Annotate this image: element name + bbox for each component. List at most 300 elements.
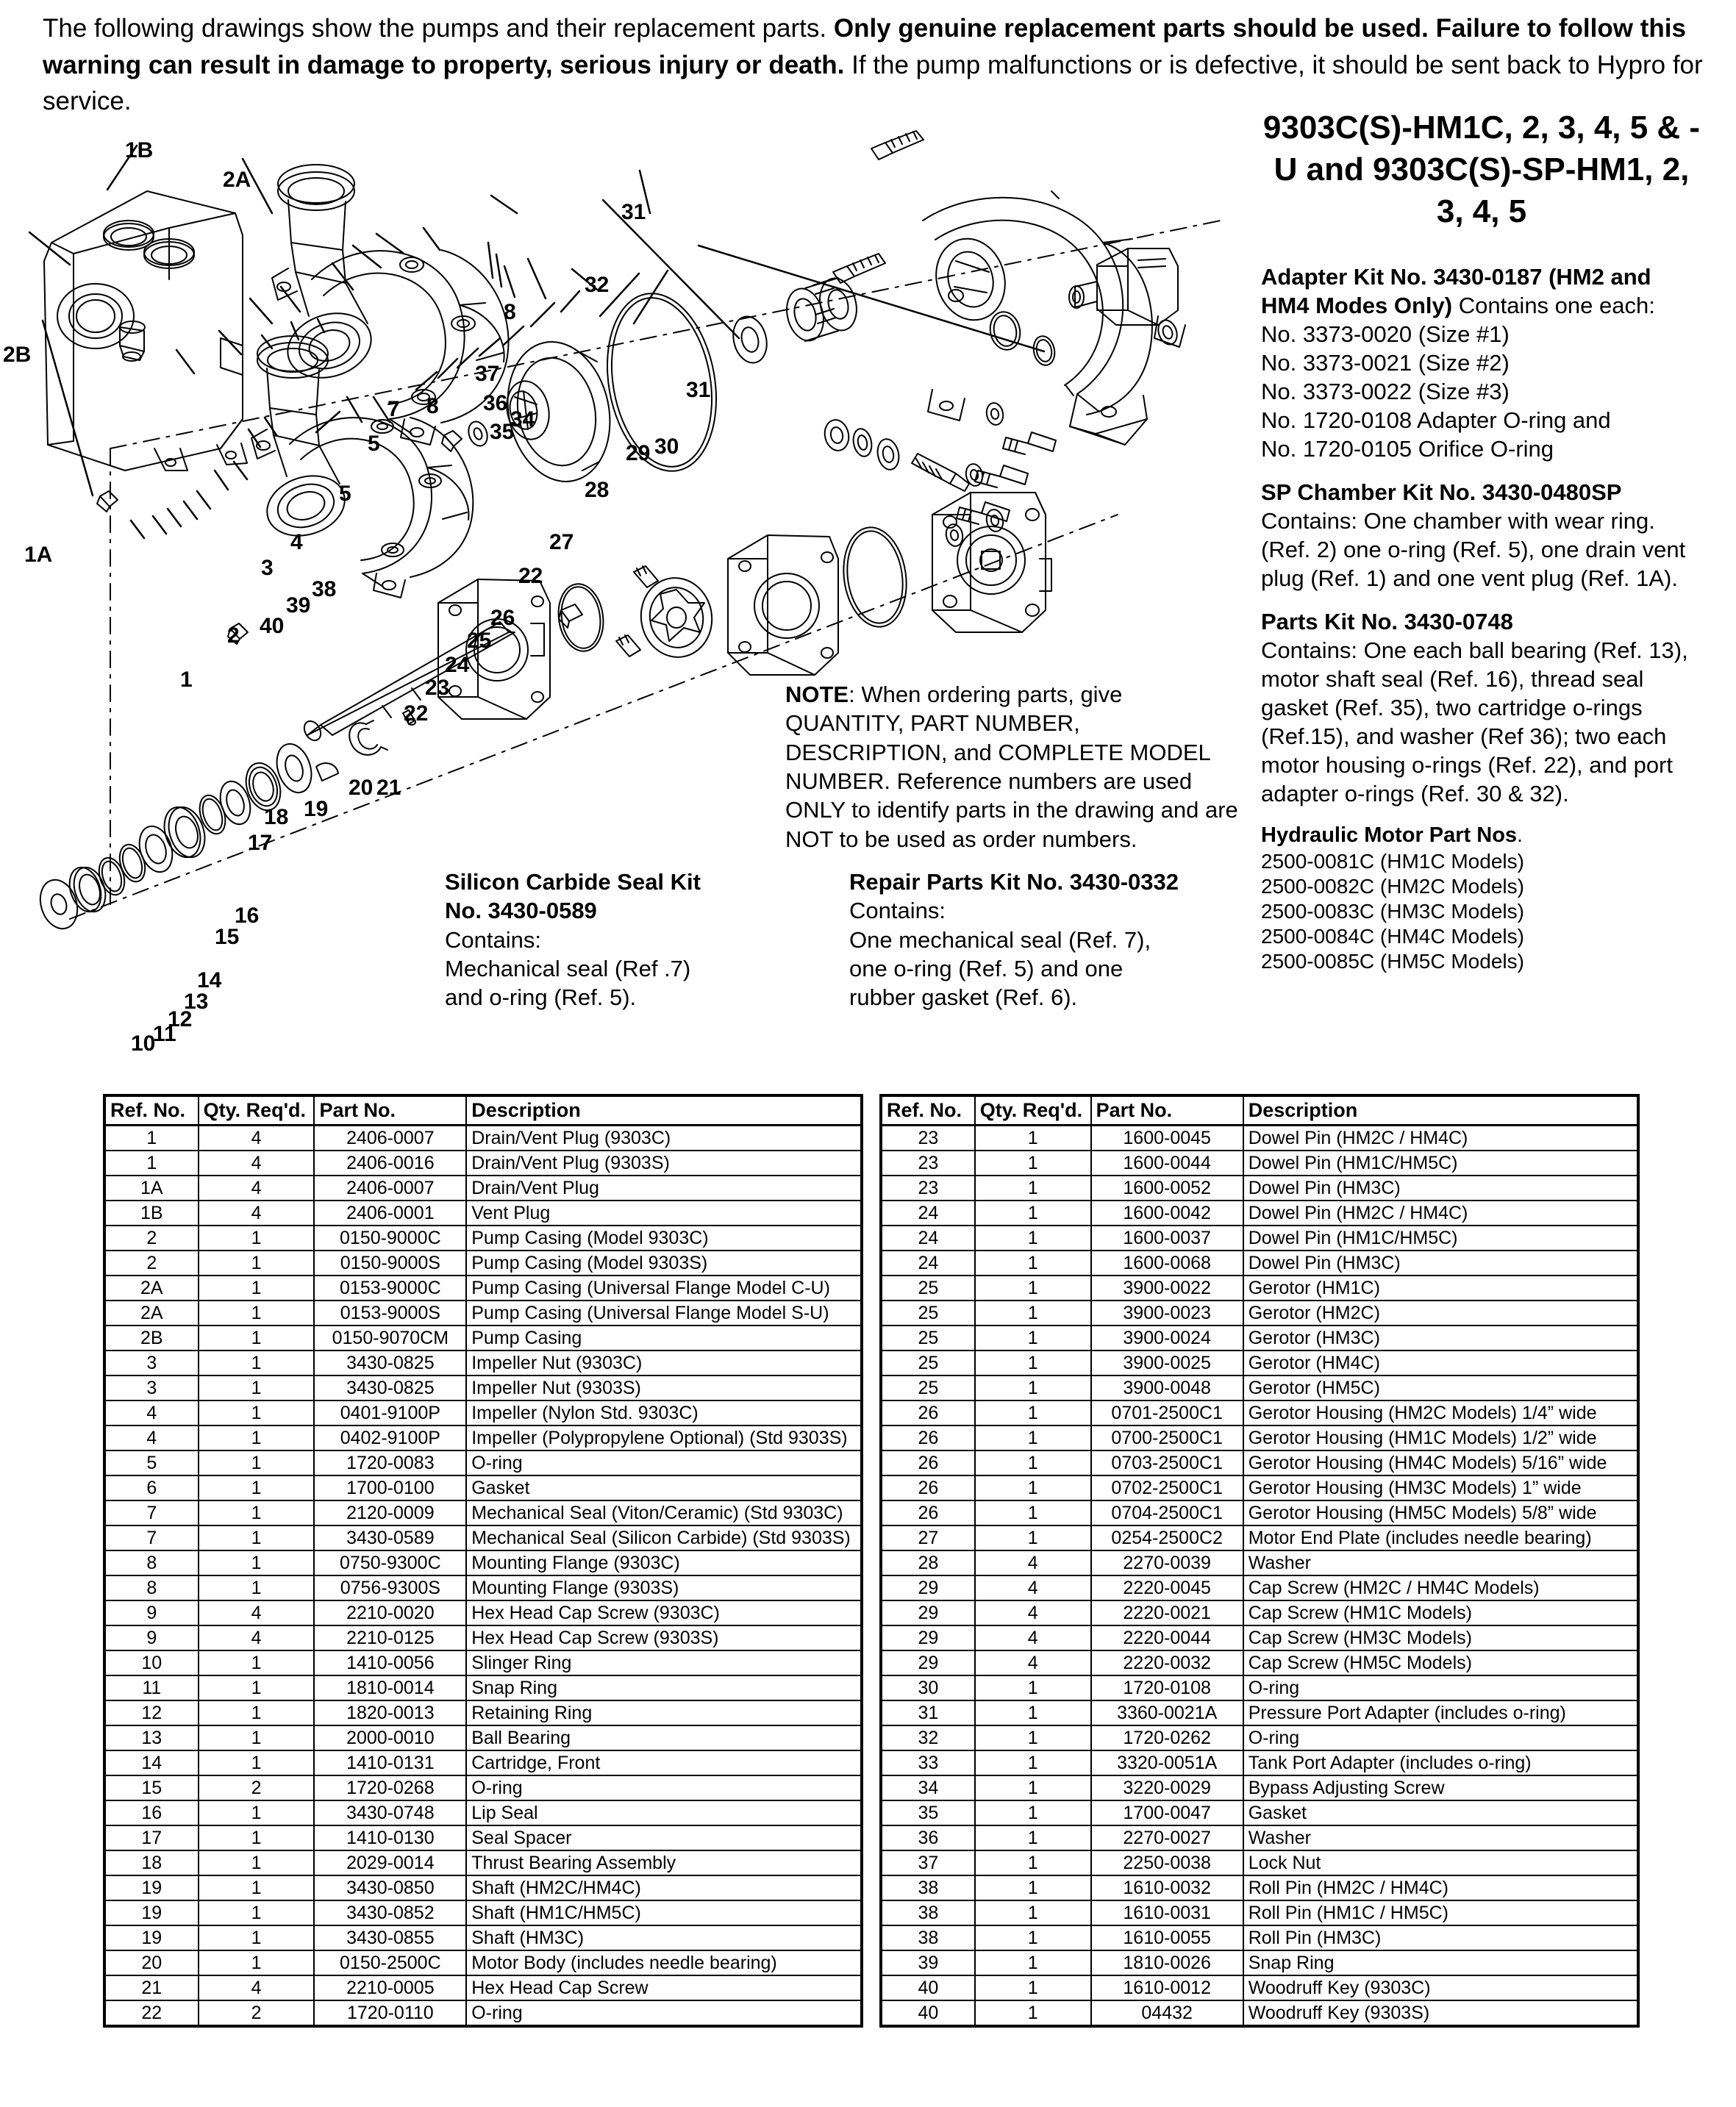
cell-part-no: 1610-0012 <box>1091 1975 1243 2000</box>
hydraulic-motor-block <box>1261 823 1702 974</box>
table-row <box>881 1825 1638 1850</box>
cell-qty: 1 <box>975 2000 1091 2026</box>
table-row <box>881 1775 1638 1800</box>
cell-ref-no: 40 <box>881 1975 975 2000</box>
cell-description: Drain/Vent Plug (9303S) <box>466 1151 862 1176</box>
cell-qty: 1 <box>199 1276 315 1301</box>
cell-qty: 1 <box>975 1251 1091 1276</box>
table-row <box>881 1800 1638 1825</box>
drawing-callout-20: 20 <box>349 776 374 801</box>
cell-qty: 1 <box>975 1326 1091 1351</box>
repair-parts-kit-body: One mechanical seal (Ref. 7), one o-ring (Ref. 5) and one rubber gasket (Ref. 6). <box>849 926 1151 1011</box>
cell-qty: 1 <box>199 1351 315 1376</box>
cell-qty: 4 <box>199 1151 315 1176</box>
table-row <box>104 1600 862 1625</box>
adapter-kit-line-0: No. 3373-0020 (Size #1) <box>1261 321 1510 347</box>
drawing-callout-39: 39 <box>286 593 311 618</box>
cell-part-no: 2406-0007 <box>314 1126 466 1151</box>
hydraulic-motor-line-3: 2500-0084C (HM4C Models) <box>1261 925 1524 948</box>
cell-ref-no: 29 <box>881 1600 975 1625</box>
table-row <box>104 1700 862 1725</box>
cell-part-no: 0702-2500C1 <box>1091 1475 1243 1500</box>
drawing-callout-8: 8 <box>426 394 439 418</box>
cell-part-no: 3430-0825 <box>314 1351 466 1376</box>
cell-qty: 1 <box>975 1500 1091 1525</box>
cell-description: Hex Head Cap Screw (9303S) <box>466 1625 862 1650</box>
cell-part-no: 1610-0031 <box>1091 1900 1243 1925</box>
cell-ref-no: 8 <box>104 1575 199 1600</box>
cell-part-no: 0701-2500C1 <box>1091 1401 1243 1425</box>
table-row <box>881 1525 1638 1550</box>
cell-description: Shaft (HM2C/HM4C) <box>466 1875 862 1900</box>
cell-ref-no: 24 <box>881 1201 975 1226</box>
table-row <box>881 1226 1638 1251</box>
cell-qty: 1 <box>975 1226 1091 1251</box>
cell-qty: 1 <box>975 1925 1091 1950</box>
cell-ref-no: 2 <box>104 1251 199 1276</box>
cell-qty: 1 <box>199 1700 315 1725</box>
cell-ref-no: 19 <box>104 1900 199 1925</box>
cell-description: Mechanical Seal (Silicon Carbide) (Std 9303S) <box>466 1525 862 1550</box>
cell-ref-no: 26 <box>881 1450 975 1475</box>
drawing-callout-19: 19 <box>304 796 329 821</box>
adapter-kit-line-4: No. 1720-0105 Orifice O-ring <box>1261 435 1554 462</box>
table-row <box>881 1301 1638 1326</box>
table-row <box>881 1925 1638 1950</box>
table-row <box>104 1176 862 1201</box>
cell-description: Cap Screw (HM3C Models) <box>1243 1625 1638 1650</box>
cell-qty: 4 <box>975 1575 1091 1600</box>
cell-qty: 1 <box>199 1750 315 1775</box>
table-row <box>104 1376 862 1401</box>
cell-ref-no: 37 <box>881 1850 975 1875</box>
cell-qty: 1 <box>199 1550 315 1575</box>
cell-part-no: 1810-0014 <box>314 1675 466 1700</box>
cell-ref-no: 26 <box>881 1401 975 1425</box>
cell-qty: 1 <box>199 1650 315 1675</box>
cell-ref-no: 2A <box>104 1276 199 1301</box>
drawing-callout-2: 2 <box>226 623 240 648</box>
cell-qty: 1 <box>975 1151 1091 1176</box>
cell-ref-no: 38 <box>881 1900 975 1925</box>
cell-part-no: 2029-0014 <box>314 1850 466 1875</box>
cell-part-no: 2406-0007 <box>314 1176 466 1201</box>
cell-description: Gerotor Housing (HM3C Models) 1” wide <box>1243 1475 1638 1500</box>
cell-part-no: 0150-9070CM <box>314 1326 466 1351</box>
sp-chamber-kit-body: Contains: One chamber with wear ring. (Ref. 2) one o-ring (Ref. 5), one drain vent plug (Ref. 1) and one vent plug (Ref. 1A). <box>1261 507 1686 592</box>
table-row <box>104 1575 862 1600</box>
adapter-kit-block <box>1261 262 1702 463</box>
table-row <box>104 1425 862 1450</box>
cell-qty: 1 <box>975 1450 1091 1475</box>
cell-description: Dowel Pin (HM1C/HM5C) <box>1243 1226 1638 1251</box>
adapter-kit-body: Contains one each: <box>1452 292 1655 318</box>
drawing-callout-22: 22 <box>404 701 429 726</box>
repair-parts-kit-block <box>849 868 1195 1012</box>
cell-part-no: 3360-0021A <box>1091 1700 1243 1725</box>
cell-part-no: 1720-0262 <box>1091 1725 1243 1750</box>
drawing-callout-22: 22 <box>518 564 543 588</box>
cell-part-no: 1600-0045 <box>1091 1126 1243 1151</box>
drawing-callout-5: 5 <box>339 481 351 506</box>
cell-part-no: 0150-9000C <box>314 1226 466 1251</box>
cell-ref-no: 15 <box>104 1775 199 1800</box>
drawing-callout-36: 36 <box>483 390 508 415</box>
cell-description: Woodruff Key (9303C) <box>1243 1975 1638 2000</box>
cell-ref-no: 20 <box>104 1950 199 1975</box>
drawing-callout-4: 4 <box>290 529 303 554</box>
cell-qty: 1 <box>975 1376 1091 1401</box>
cell-ref-no: 26 <box>881 1475 975 1500</box>
table-row <box>104 1875 862 1900</box>
cell-description: Pressure Port Adapter (includes o-ring) <box>1243 1700 1638 1725</box>
cell-description: Impeller (Nylon Std. 9303C) <box>466 1401 862 1425</box>
cell-description: Mechanical Seal (Viton/Ceramic) (Std 9303C) <box>466 1500 862 1525</box>
cell-qty: 1 <box>975 1725 1091 1750</box>
table-row <box>104 1475 862 1500</box>
cell-ref-no: 17 <box>104 1825 199 1850</box>
drawing-callout-8: 8 <box>504 300 516 325</box>
cell-part-no: 3900-0023 <box>1091 1301 1243 1326</box>
column-header-description: Description <box>1243 1095 1638 1126</box>
cell-ref-no: 7 <box>104 1500 199 1525</box>
cell-description: Cartridge, Front <box>466 1750 862 1775</box>
cell-description: Lock Nut <box>1243 1850 1638 1875</box>
cell-qty: 1 <box>199 1525 315 1550</box>
cell-ref-no: 27 <box>881 1525 975 1550</box>
cell-ref-no: 11 <box>104 1675 199 1700</box>
note-body: : When ordering parts, give QUANTITY, PART NUMBER, DESCRIPTION, and COMPLETE MODEL NUMBER. Reference numbers are used ONLY to identify parts in the drawing and are NOT to be used as order numbers. <box>785 682 1238 852</box>
cell-qty: 4 <box>975 1650 1091 1675</box>
cell-part-no: 1820-0013 <box>314 1700 466 1725</box>
cell-ref-no: 25 <box>881 1276 975 1301</box>
table-row <box>881 1975 1638 2000</box>
table-row <box>881 1376 1638 1401</box>
parts-kit-block <box>1261 607 1702 808</box>
cell-part-no: 3430-0825 <box>314 1376 466 1401</box>
cell-ref-no: 1A <box>104 1176 199 1201</box>
cell-ref-no: 5 <box>104 1450 199 1475</box>
drawing-callout-31: 31 <box>621 200 646 224</box>
cell-part-no: 3900-0024 <box>1091 1326 1243 1351</box>
cell-part-no: 0402-9100P <box>314 1425 466 1450</box>
cell-qty: 1 <box>975 1875 1091 1900</box>
cell-qty: 4 <box>199 1975 315 2000</box>
cell-part-no: 1410-0131 <box>314 1750 466 1775</box>
cell-part-no: 3320-0051A <box>1091 1750 1243 1775</box>
table-row <box>881 1875 1638 1900</box>
cell-part-no: 1600-0037 <box>1091 1226 1243 1251</box>
cell-ref-no: 19 <box>104 1925 199 1950</box>
drawing-callout-28: 28 <box>585 478 610 503</box>
cell-description: Retaining Ring <box>466 1700 862 1725</box>
cell-description: Dowel Pin (HM3C) <box>1243 1176 1638 1201</box>
drawing-callout-32: 32 <box>585 273 610 297</box>
cell-ref-no: 29 <box>881 1625 975 1650</box>
table-row <box>881 1725 1638 1750</box>
cell-description: Gerotor (HM4C) <box>1243 1351 1638 1376</box>
cell-description: Washer <box>1243 1825 1638 1850</box>
cell-qty: 1 <box>199 1326 315 1351</box>
cell-description: Dowel Pin (HM2C / HM4C) <box>1243 1201 1638 1226</box>
cell-description: Cap Screw (HM1C Models) <box>1243 1600 1638 1625</box>
table-row <box>881 1425 1638 1450</box>
cell-part-no: 1810-0026 <box>1091 1950 1243 1975</box>
drawing-callout-35: 35 <box>490 420 515 445</box>
intro-text-part1: The following drawings show the pumps and their replacement parts. <box>43 14 834 43</box>
drawing-callout-5: 5 <box>368 431 380 456</box>
drawing-callout-21: 21 <box>376 776 401 801</box>
drawing-callout-7: 7 <box>387 397 400 422</box>
silicon-carbide-kit-body: Mechanical seal (Ref .7) and o-ring (Ref. 5). <box>445 956 691 1011</box>
drawing-callout-25: 25 <box>466 629 492 653</box>
cell-ref-no: 23 <box>881 1126 975 1151</box>
drawing-callout-26: 26 <box>490 606 515 631</box>
cell-part-no: 2220-0044 <box>1091 1625 1243 1650</box>
cell-qty: 1 <box>975 1975 1091 2000</box>
cell-qty: 1 <box>975 1900 1091 1925</box>
column-header-description: Description <box>466 1095 862 1126</box>
cell-description: Gerotor Housing (HM2C Models) 1/4” wide <box>1243 1401 1638 1425</box>
cell-qty: 4 <box>199 1201 315 1226</box>
cell-description: Drain/Vent Plug <box>466 1176 862 1201</box>
cell-qty: 4 <box>199 1625 315 1650</box>
hydraulic-motor-line-2: 2500-0083C (HM3C Models) <box>1261 900 1524 923</box>
cell-description: Motor Body (includes needle bearing) <box>466 1950 862 1975</box>
cell-part-no: 0704-2500C1 <box>1091 1500 1243 1525</box>
cell-ref-no: 23 <box>881 1176 975 1201</box>
drawing-callout-37: 37 <box>475 362 500 386</box>
table-row <box>881 1251 1638 1276</box>
cell-part-no: 3430-0589 <box>314 1525 466 1550</box>
cell-part-no: 3430-0852 <box>314 1900 466 1925</box>
cell-part-no: 1610-0055 <box>1091 1925 1243 1950</box>
table-row <box>881 1276 1638 1301</box>
drawing-callout-23: 23 <box>425 675 450 700</box>
table-row <box>881 1126 1638 1151</box>
cell-part-no: 3900-0025 <box>1091 1351 1243 1376</box>
cell-qty: 1 <box>975 1700 1091 1725</box>
table-row <box>881 1650 1638 1675</box>
cell-description: Shaft (HM3C) <box>466 1925 862 1950</box>
cell-qty: 4 <box>975 1600 1091 1625</box>
cell-ref-no: 6 <box>104 1475 199 1500</box>
adapter-kit-line-3: No. 1720-0108 Adapter O-ring and <box>1261 407 1611 433</box>
cell-description: Tank Port Adapter (includes o-ring) <box>1243 1750 1638 1775</box>
table-row <box>104 1550 862 1575</box>
cell-description: Gerotor Housing (HM4C Models) 5/16” wide <box>1243 1450 1638 1475</box>
table-row <box>881 1550 1638 1575</box>
sp-chamber-kit-heading: SP Chamber Kit No. 3430-0480SP <box>1261 479 1622 505</box>
cell-description: Drain/Vent Plug (9303C) <box>466 1126 862 1151</box>
cell-qty: 1 <box>199 1401 315 1425</box>
table-row <box>104 1251 862 1276</box>
cell-description: Woodruff Key (9303S) <box>1243 2000 1638 2026</box>
hydraulic-motor-line-0: 2500-0081C (HM1C Models) <box>1261 849 1524 873</box>
cell-part-no: 2250-0038 <box>1091 1850 1243 1875</box>
drawing-callout-30: 30 <box>654 434 679 459</box>
column-header-part-no: Part No. <box>1091 1095 1243 1126</box>
cell-ref-no: 25 <box>881 1301 975 1326</box>
parts-kit-body: Contains: One each ball bearing (Ref. 13), motor shaft seal (Ref. 16), thread seal gasket (Ref. 35), two cartridge o-rings (Ref.15), and washer (Ref 36); two each motor housing o-rings (Ref. 22), and port adapter o-rings (Ref. 30 & 32). <box>1261 637 1688 807</box>
cell-ref-no: 31 <box>881 1700 975 1725</box>
cell-part-no: 0401-9100P <box>314 1401 466 1425</box>
cell-part-no: 0150-2500C <box>314 1950 466 1975</box>
cell-qty: 1 <box>199 1251 315 1276</box>
table-row <box>104 1975 862 2000</box>
drawing-callout-16: 16 <box>235 904 260 928</box>
cell-qty: 1 <box>975 1425 1091 1450</box>
cell-ref-no: 29 <box>881 1650 975 1675</box>
table-row <box>104 1500 862 1525</box>
table-row <box>881 2000 1638 2026</box>
cell-qty: 1 <box>199 1226 315 1251</box>
cell-ref-no: 8 <box>104 1550 199 1575</box>
cell-qty: 1 <box>199 1675 315 1700</box>
silicon-carbide-kit-heading: Silicon Carbide Seal Kit No. 3430-0589 <box>445 869 701 924</box>
cell-description: O-ring <box>466 2000 862 2026</box>
cell-ref-no: 3 <box>104 1351 199 1376</box>
table-row <box>881 1750 1638 1775</box>
drawing-callout-1: 1 <box>180 667 193 692</box>
cell-description: Gerotor (HM2C) <box>1243 1301 1638 1326</box>
cell-description: O-ring <box>466 1450 862 1475</box>
cell-part-no: 1720-0110 <box>314 2000 466 2026</box>
cell-qty: 1 <box>199 1925 315 1950</box>
drawing-callout-31: 31 <box>686 378 711 402</box>
cell-description: Roll Pin (HM1C / HM5C) <box>1243 1900 1638 1925</box>
table-row <box>104 1301 862 1326</box>
cell-part-no: 1720-0108 <box>1091 1675 1243 1700</box>
sp-chamber-kit-block <box>1261 478 1702 593</box>
cell-description: Mounting Flange (9303S) <box>466 1575 862 1600</box>
cell-description: Shaft (HM1C/HM5C) <box>466 1900 862 1925</box>
drawing-callout-34: 34 <box>510 407 535 432</box>
cell-description: Mounting Flange (9303C) <box>466 1550 862 1575</box>
cell-ref-no: 9 <box>104 1625 199 1650</box>
drawing-callout-1B: 1B <box>125 138 154 163</box>
drawing-callout-10: 10 <box>131 1031 156 1056</box>
cell-description: Snap Ring <box>1243 1950 1638 1975</box>
drawing-callout-17: 17 <box>248 831 273 855</box>
cell-qty: 1 <box>975 1675 1091 1700</box>
table-row <box>881 1176 1638 1201</box>
cell-description: Dowel Pin (HM2C / HM4C) <box>1243 1126 1638 1151</box>
drawing-callout-40: 40 <box>260 614 285 639</box>
table-header-row <box>881 1095 1638 1126</box>
table-row <box>881 1600 1638 1625</box>
cell-part-no: 1600-0068 <box>1091 1251 1243 1276</box>
cell-description: Washer <box>1243 1550 1638 1575</box>
cell-part-no: 1600-0044 <box>1091 1151 1243 1176</box>
cell-ref-no: 24 <box>881 1251 975 1276</box>
ordering-note <box>785 680 1241 854</box>
cell-part-no: 2210-0005 <box>314 1975 466 2000</box>
intro-text-part2: If the pump malfunctions or is defective, it should be sent back to Hypro for service. <box>43 50 1703 116</box>
table-row <box>104 1825 862 1850</box>
table-row <box>104 1650 862 1675</box>
cell-qty: 4 <box>975 1625 1091 1650</box>
cell-part-no: 1700-0047 <box>1091 1800 1243 1825</box>
cell-ref-no: 30 <box>881 1675 975 1700</box>
cell-description: Seal Spacer <box>466 1825 862 1850</box>
column-header-part-no: Part No. <box>314 1095 466 1126</box>
hydraulic-motor-line-1: 2500-0082C (HM2C Models) <box>1261 874 1524 898</box>
cell-ref-no: 34 <box>881 1775 975 1800</box>
cell-ref-no: 33 <box>881 1750 975 1775</box>
cell-description: Pump Casing (Universal Flange Model S-U) <box>466 1301 862 1326</box>
table-row <box>881 1700 1638 1725</box>
cell-description: Bypass Adjusting Screw <box>1243 1775 1638 1800</box>
cell-ref-no: 2 <box>104 1226 199 1251</box>
adapter-kit-line-2: No. 3373-0022 (Size #3) <box>1261 378 1510 404</box>
cell-ref-no: 23 <box>881 1151 975 1176</box>
cell-part-no: 3430-0855 <box>314 1925 466 1950</box>
parts-tables-container <box>103 1094 1640 2028</box>
cell-part-no: 2220-0032 <box>1091 1650 1243 1675</box>
cell-description: Pump Casing (Universal Flange Model C-U) <box>466 1276 862 1301</box>
cell-qty: 2 <box>199 2000 315 2026</box>
drawing-callout-27: 27 <box>549 529 574 554</box>
table-row <box>104 1750 862 1775</box>
cell-part-no: 1410-0130 <box>314 1825 466 1850</box>
cell-qty: 1 <box>975 1401 1091 1425</box>
cell-part-no: 1410-0056 <box>314 1650 466 1675</box>
right-info-column <box>1261 107 1702 975</box>
cell-ref-no: 38 <box>881 1875 975 1900</box>
column-header-ref-no: Ref. No. <box>881 1095 975 1126</box>
table-row <box>881 1151 1638 1176</box>
cell-ref-no: 24 <box>881 1226 975 1251</box>
cell-description: Gerotor (HM1C) <box>1243 1276 1638 1301</box>
cell-ref-no: 9 <box>104 1600 199 1625</box>
table-row <box>881 1850 1638 1875</box>
cell-part-no: 2270-0027 <box>1091 1825 1243 1850</box>
table-row <box>104 1276 862 1301</box>
cell-description: Impeller (Polypropylene Optional) (Std 9303S) <box>466 1425 862 1450</box>
table-row <box>104 1450 862 1475</box>
drawing-callout-18: 18 <box>264 804 289 829</box>
drawing-callout-11: 11 <box>153 1021 176 1046</box>
cell-description: Thrust Bearing Assembly <box>466 1850 862 1875</box>
cell-description: O-ring <box>466 1775 862 1800</box>
cell-description: Impeller Nut (9303S) <box>466 1376 862 1401</box>
cell-ref-no: 1B <box>104 1201 199 1226</box>
cell-description: Pump Casing (Model 9303S) <box>466 1251 862 1276</box>
table-row <box>104 1800 862 1825</box>
cell-qty: 1 <box>199 1725 315 1750</box>
cell-ref-no: 1 <box>104 1151 199 1176</box>
cell-description: Gerotor (HM3C) <box>1243 1326 1638 1351</box>
table-row <box>104 1151 862 1176</box>
cell-qty: 1 <box>975 1775 1091 1800</box>
column-header-qty: Qty. Req'd. <box>975 1095 1091 1126</box>
drawing-callout-14: 14 <box>197 968 222 992</box>
cell-ref-no: 26 <box>881 1425 975 1450</box>
table-row <box>881 1950 1638 1975</box>
cell-qty: 1 <box>975 1475 1091 1500</box>
cell-ref-no: 18 <box>104 1850 199 1875</box>
cell-description: Ball Bearing <box>466 1725 862 1750</box>
cell-qty: 4 <box>199 1600 315 1625</box>
cell-part-no: 0700-2500C1 <box>1091 1425 1243 1450</box>
cell-qty: 4 <box>975 1550 1091 1575</box>
table-row <box>881 1326 1638 1351</box>
table-row <box>881 1450 1638 1475</box>
model-title: 9303C(S)-HM1C, 2, 3, 4, 5 & -U and 9303C(S)-SP-HM1, 2, 3, 4, 5 <box>1262 110 1701 230</box>
cell-ref-no: 12 <box>104 1700 199 1725</box>
table-row <box>104 1326 862 1351</box>
